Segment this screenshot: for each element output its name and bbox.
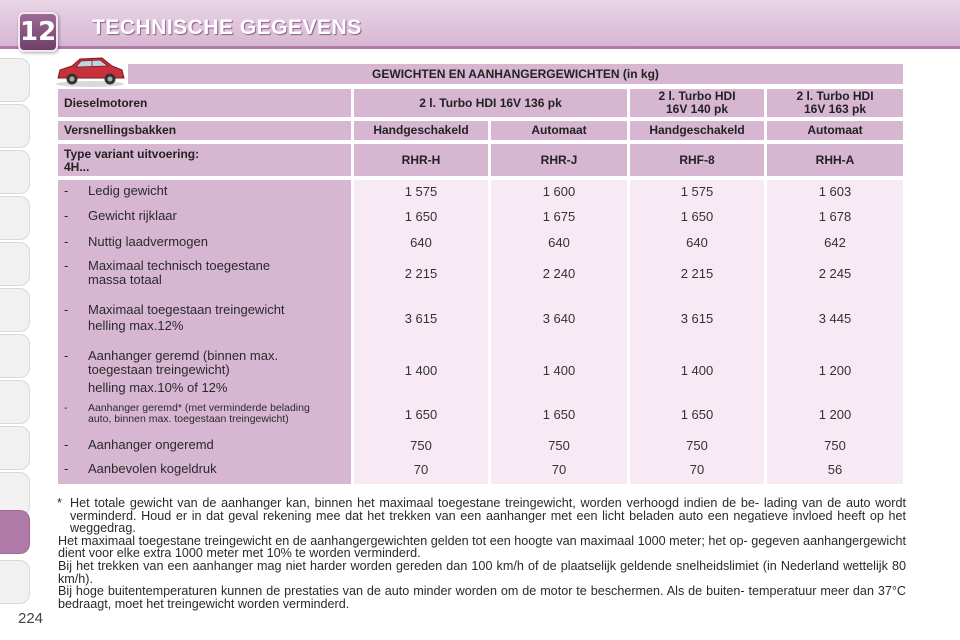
footnote-4: Bij hoge buitentemperaturen kunnen de prestaties van de auto minder worden om de motor te beschermen. Als de buiten- temperatuur meer dan 37°C bedraagt, moet het treingewicht worden verminderd. [58,584,906,611]
side-tab-12[interactable] [0,560,30,604]
side-tab-6[interactable] [0,288,30,332]
page-title: TECHNISCHE GEGEVENS [92,16,362,39]
variant-1: RHR-H [354,144,488,176]
side-tab-8[interactable] [0,380,30,424]
row-label-text: toegestaan treingewicht) [88,362,230,377]
table-cell: 1 575 [680,184,714,199]
row-dash-glyph: - [64,437,69,452]
row-dash-glyph: - [64,402,68,414]
gearbox-3: Handgeschakeld [630,121,764,140]
side-tab-1[interactable] [0,58,30,102]
variant-label [58,144,351,176]
table-cell: 750 [410,438,432,453]
variant-4: RHH-A [767,144,903,176]
table-cell: 642 [824,235,846,250]
variant-3: RHF-8 [630,144,764,176]
table-cell: 70 [413,462,429,477]
table-cell: 640 [686,235,708,250]
table-cell: 1 200 [818,407,852,422]
table-cell: 1 650 [404,407,438,422]
engine-163-line2: 16V 163 pk [803,102,867,116]
table-cell: 750 [548,438,570,453]
table-cell: 1 650 [680,407,714,422]
row-label-text: Ledig gewicht [88,183,168,198]
row-label-text: helling max.10% of 12% [88,380,228,395]
row-label-text: Aanhanger geremd* (met verminderde belading [88,402,310,414]
row-label-text: massa totaal [88,272,162,287]
car-icon [54,54,126,88]
table-cell: 3 615 [404,311,438,326]
footnotes [58,497,906,610]
table-cell: 1 678 [818,209,852,224]
table-cell: 1 400 [404,363,438,378]
table-cell: 640 [548,235,570,250]
engine-140-line2: 16V 140 pk [665,102,729,116]
table-cell: 750 [686,438,708,453]
row-label-text: Gewicht rijklaar [88,208,177,223]
engine-136: 2 l. Turbo HDI 16V 136 pk [354,89,627,117]
row-dash-glyph: - [64,183,69,198]
table-cell: 640 [410,235,432,250]
row-label-text: Nuttig laadvermogen [88,234,208,249]
chapter-badge: 12 [18,12,58,52]
row-dash-glyph: - [64,208,69,223]
row-label-text: Maximaal technisch toegestane [88,258,271,273]
table-cell: 2 245 [818,266,852,281]
table-cell: 1 603 [818,184,852,199]
row-dash-glyph: - [64,258,69,273]
table-cell: 2 215 [680,266,714,281]
table-cell: 1 650 [542,407,576,422]
footnote-3: Bij het trekken van een aanhanger mag niet harder worden gereden dan 100 km/h of de plaatselijk geldende snelheidslimiet (in Nederland wettelijk 80 km/h). [58,558,906,586]
table-cell: 3 445 [818,311,852,326]
gearbox-1: Handgeschakeld [354,121,488,140]
section-title: GEWICHTEN EN AANHANGERGEWICHTEN (in kg) [128,64,903,84]
row-label-text: auto, binnen max. toegestaan treingewicht) [88,413,289,425]
footnote-asterisk: * [57,496,62,510]
table-cell: 1 400 [542,363,576,378]
row-dash-glyph: - [64,234,69,249]
side-tab-5[interactable] [0,242,30,286]
page-number: 224 [18,610,44,627]
engine-140-line1: 2 l. Turbo HDI [658,89,736,103]
side-tab-9[interactable] [0,426,30,470]
side-tab-4[interactable] [0,196,30,240]
row-dash-glyph: - [64,461,69,476]
table-cell: 2 240 [542,266,576,281]
table-cell: 1 650 [404,209,438,224]
footnote-2: Het maximaal toegestane treingewicht en de aanhangergewichten gelden tot een hoogte van maximaal 1000 meter; het op- gegeven aanhangergewicht dient voor elke extra 1000 meter met 10% te worden verminderd. [58,533,906,561]
side-tab-2[interactable] [0,104,30,148]
engine-label: Dieselmotoren [58,89,351,117]
row-label-text: Aanhanger ongeremd [88,437,214,452]
row-label-text: Maximaal toegestaan treingewicht [88,302,285,317]
engine-163 [767,89,903,117]
footnote-1: Het totale gewicht van de aanhanger kan, binnen het maximaal toegestane treingewicht, worden verhoogd indien de be- lading van de auto wordt verminderd. Houd er in dat geval rekening mee dat het trekken van een aanhanger met een licht beladen auto een negatieve invloed heeft op het weggedrag. [70,496,906,536]
table-cell: 750 [824,438,846,453]
table-cell: 1 600 [542,184,576,199]
engine-140 [630,89,764,117]
gearbox-label: Versnellingsbakken [58,121,351,140]
table-cell: 1 400 [680,363,714,378]
row-label-text: helling max.12% [88,318,184,333]
side-tab-7[interactable] [0,334,30,378]
table-cell: 1 200 [818,363,852,378]
table-cell: 2 215 [404,266,438,281]
table-cell: 70 [551,462,567,477]
engine-163-line1: 2 l. Turbo HDI [796,89,874,103]
row-label-text: Aanbevolen kogeldruk [88,461,217,476]
row-dash-glyph: - [64,302,69,317]
row-dash-glyph: - [64,348,69,363]
table-cell: 1 675 [542,209,576,224]
side-tab-3[interactable] [0,150,30,194]
table-cell: 1 575 [404,184,438,199]
table-cell: 1 650 [680,209,714,224]
variant-label-line1: Type variant uitvoering: [64,147,200,161]
header-divider [0,46,960,49]
row-label-text: Aanhanger geremd (binnen max. [88,348,279,363]
gearbox-2: Automaat [491,121,627,140]
table-cell: 3 640 [542,311,576,326]
variant-2: RHR-J [491,144,627,176]
table-cell: 3 615 [680,311,714,326]
table-cell: 70 [689,462,705,477]
side-tab-active[interactable] [0,510,30,554]
gearbox-4: Automaat [767,121,903,140]
variant-label-line2: 4H... [64,160,90,174]
table-cell: 56 [827,462,843,477]
